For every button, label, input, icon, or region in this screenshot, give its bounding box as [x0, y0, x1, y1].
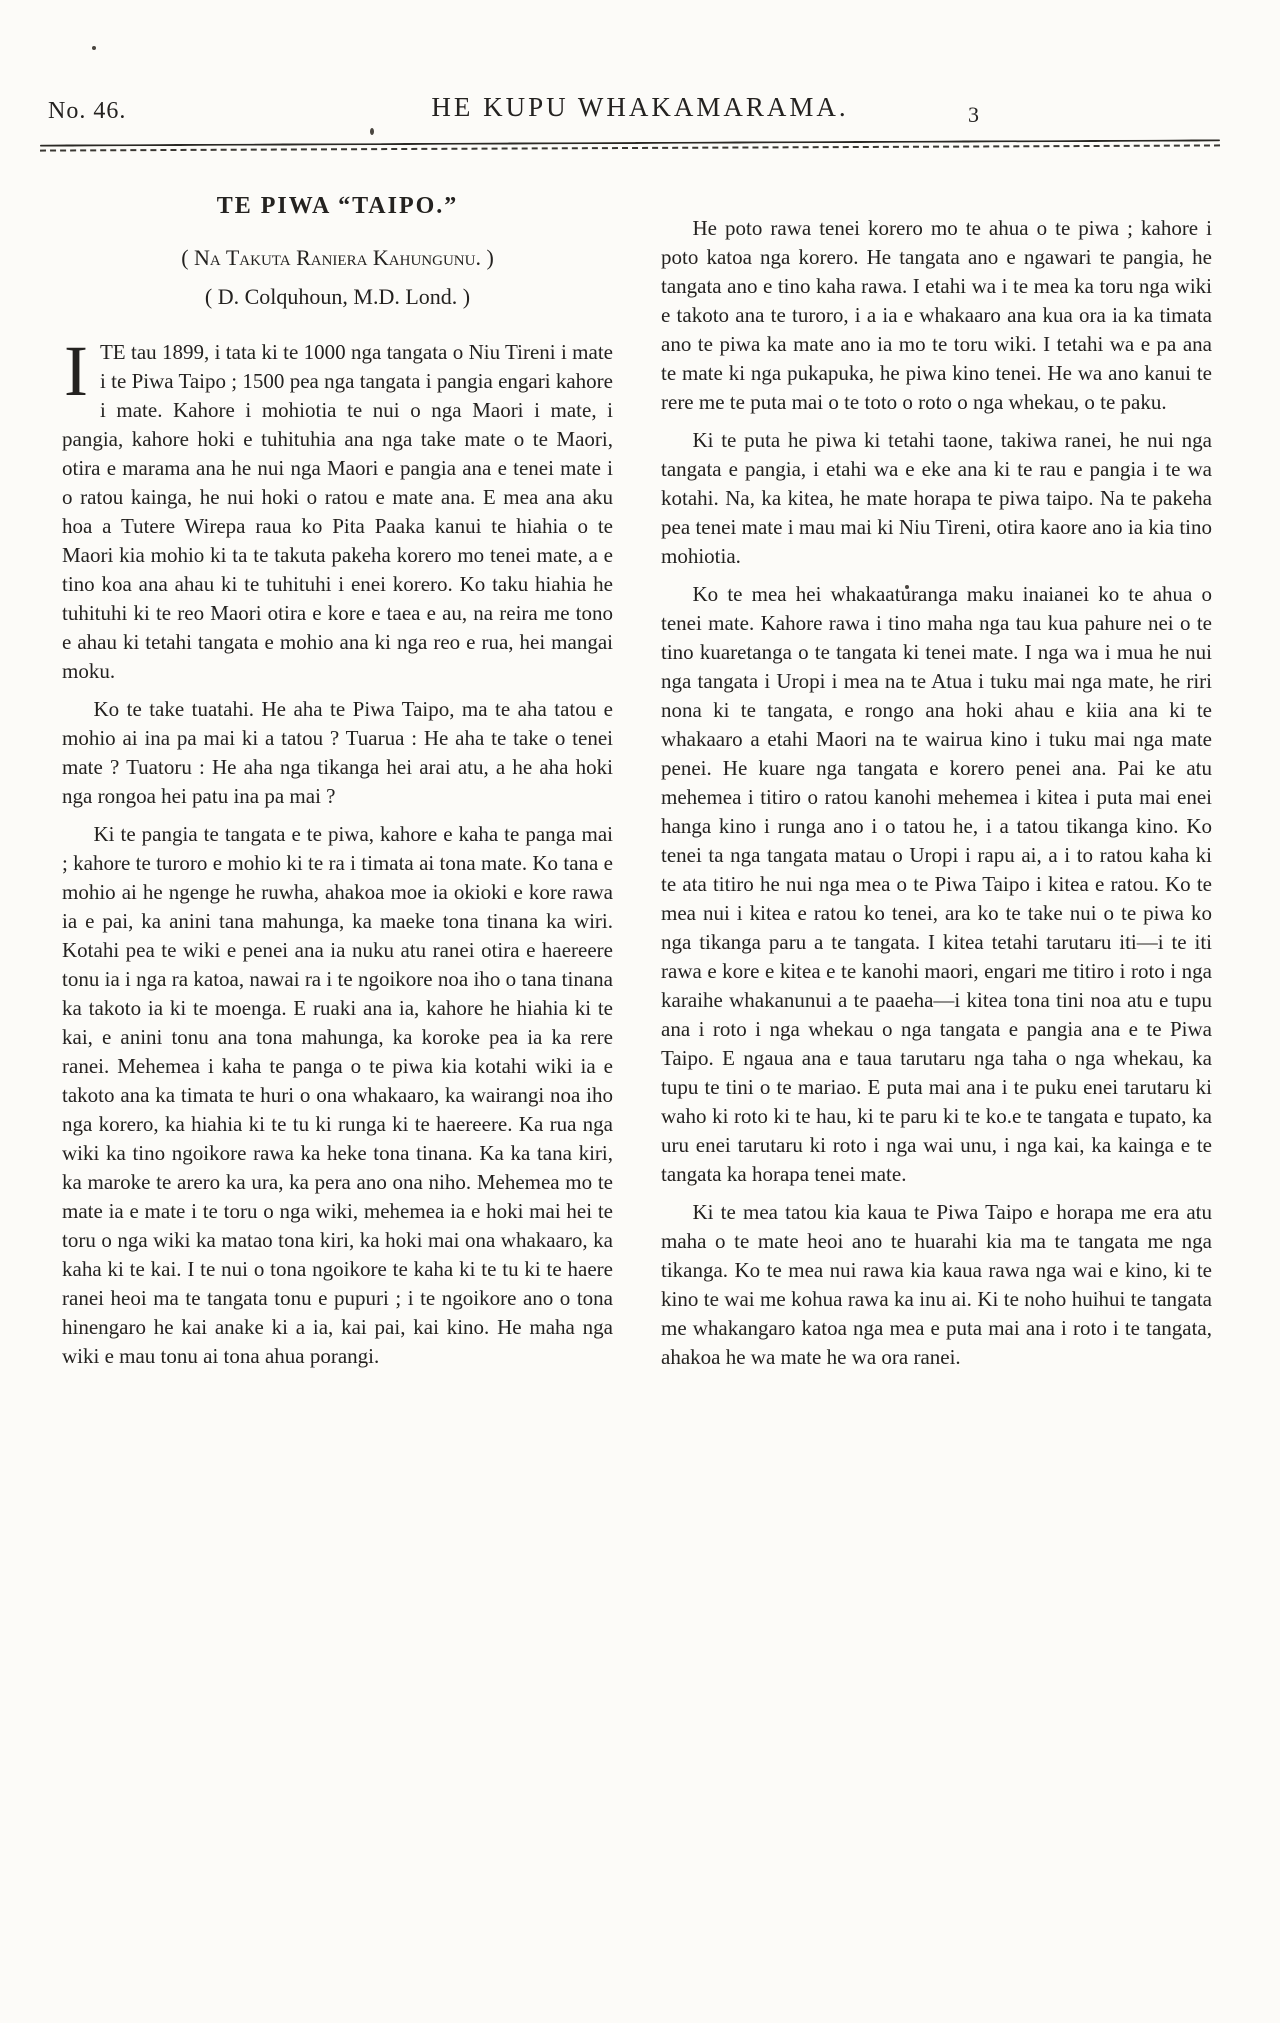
left-column [62, 178, 613, 1381]
byline-author: ( Na Takuta Raniera Kahungunu. ) [181, 245, 494, 270]
paragraph: Ki te puta he piwa ki tetahi taone, takiwa ranei, he nui nga tangata e pangia, i etahi wa e eke ana ki te rau e pangia i te wa kotahi. Na, ka kitea, he mate horapa te piwa taipo. Na te pakeha pea tenei mate i mau mai ki Niu Tireni, otira kaore ano ia kia tino mohiotia. [661, 428, 1212, 568]
paragraph: He poto rawa tenei korero mo te ahua o te piwa ; kahore i poto katoa nga korero. He tangata ano e ngawari te pangia, he tangata ano e tino kaha rawa. I etahi wa i te mea ka toru nga wiki e takoto ana te turoro, i a ia e whakaaro ana kua ora ia ka timata ano te piwa ka mate ano ia mo te toru wiki. I tetahi wa e pa ana te mate ki nga pukapuka, he piwa kino tenei. He wa ano kanui te rere me te puta mai o te toto o roto o nga whekau, o te paku. [661, 216, 1212, 414]
paragraph [62, 331, 613, 686]
scan-artifact [92, 46, 96, 50]
right-column [661, 178, 1212, 1381]
byline-credential: ( D. Colquhoun, M.D. Lond. ) [204, 284, 471, 309]
article-title: TE PIWA “TAIPO.” [216, 193, 459, 219]
page-number: 3 [968, 102, 979, 127]
drop-cap: I [64, 331, 88, 411]
paragraph-text: TE tau 1899, i tata ki te 1000 nga tangata o Niu Tireni i mate i te Piwa Taipo ; 1500 pea nga tangata i pangia engari kahore i mate. Kahore i mohiotia te nui o nga Maori i mate, i pangia, kahore hoki e tuhituhia ana nga take mate o te Maori, otira e marama ana he nui nga Maori e pangia ana e tenei mate i o ratou kainga, he nui hoki o ratou e mate ana. E mea ana aku hoa a Tutere Wirepa raua ko Pita Paaka kanui te hiahia o te Maori kia mohio ki ta te takuta pakeha korero mo tenei mate, a e tino koa ana ahau ki te tuhituhi i enei korero. Ko taku hiahia he tuhituhi ki te reo Maori otira e kore e taea e au, na reira me tono e ahau ki tetahi tangata e mohio ana ki nga reo e rua, hei mangai moku. [62, 340, 613, 683]
paragraph: Ki te mea tatou kia kaua te Piwa Taipo e horapa me era atu maha o te mate heoi ano te huarahi kia ma te tangata me nga tikanga. Ko te mea nui rawa kia kaua rawa nga wai e kino, ki te kino te wai me kohua rawa ka inu ai. Ki te noho huihui te tangata me whakangaro katoa nga mea e puta mai ana i roto i te tangata, ahakoa he wa mate he wa ora ranei. [661, 1200, 1212, 1369]
issue-number: No. 46. [48, 98, 127, 124]
header-rule [40, 139, 1220, 151]
page-header [0, 92, 1280, 138]
paragraph: Ki te pangia te tangata e te piwa, kahore e kaha te panga mai ; kahore te turoro e mohio ki te ra i timata ai tona mate. Ko tana e mohio ai he ngenge he ruwha, ahakoa moe ia okioki e kore rawa ia e pai, ka anini tana mahunga, ka maeke tona tinana ka wiri. Kotahi pea te wiki e penei ana ia nuku atu ranei otira e haereere tonu ia i nga ra katoa, nawai ra i te ngoikore noa iho o tana tinana ka takoto ia ki te moenga. E ruaki ana ia, kahore he hiahia ki te kai, e anini tonu ana tona mahunga, ka koroke pea ia ka rere ranei. Mehemea i kaha te panga o te piwa kia kotahi wiki ia e takoto ana ka timata te huri o ona whakaaro, ka wairangi noa iho nga korero, ka hiahia ki te tu ki runga ki te haereere. Ka rua nga wiki ka tino ngoikore rawa ka heke tona tinana. Ka ka tana kiri, ka maroke te arero ka ura, ka pera ano ona niho. Mehemea mo te mate ia e mate i te toru o nga wiki, mehemea ia e hoki mai hei te toru o nga wiki ka matao tona kiri, ka hoki mai ona whakaaro, ka kaha ki te kai. I te nui o tona ngoikore te kaha ki te tu ki te haere ranei heoi ma te tangata tonu e pupuri ; i te ngoikore ano o tona hinengaro he kai anake ki a ia, kai pai, kai kino. He maha nga wiki e mau tonu ai tona ahua porangi. [62, 822, 613, 1368]
article-body [62, 178, 1212, 1381]
masthead-title: HE KUPU WHAKAMARAMA. [431, 92, 849, 122]
paragraph: Ko te mea hei whakaaturanga maku inaianei ko te ahua o tenei mate. Kahore rawa i tino maha nga tau kua pahure nei o te tino kuaretanga o te tangata ki tenei mate. I nga wa i mua he nui nga tangata i Uropi i mea na te Atua i tuku mai nga mate, he riri nona ki te tangata, e rongo ana hoki ahau e kiia ana ki te whakaaro a etahi Maori na te wairua kino i tuku mai nga mate penei. He kuare nga tangata e korero penei ana. Pai ke atu mehemea i titiro o ratou kanohi mehemea i kitea i puta mai enei hanga kino i runga ano i o tatou he, i a tatou tikanga kino. Ko tenei ta nga tangata matau o Uropi i rapu ai, a i to ratou kaha ki te ata titiro he nui nga mea o te Piwa Taipo i kitea e ratou. Ko te mea nui i kitea e ratou ko tenei, ara ko te take nui o te piwa ko nga tikanga paru a te tangata. I kitea tetahi tarutaru iti—i te iti rawa e kore e kitea e te kanohi maori, engari me titiro i roto i nga karaihe whakanunui a te paaeha—i kitea tona tini noa atu e tupu ana i roto i nga whekau o nga tangata e pangia ana e te Piwa Taipo. E ngaua ana e taua tarutaru nga taha o nga whekau, ka tupu te tini o te mariao. E puta mai ana i te puku enei tarutaru ki waho ki roto ki te hau, ki te paru ki te ko.e te tangata e tupato, ka uru enei tarutaru ki roto i nga wai unu, i nga kai, ka kainga e te tangata ka horapa tenei mate. [661, 582, 1212, 1186]
paragraph: Ko te take tuatahi. He aha te Piwa Taipo, ma te aha tatou e mohio ai ina pa mai ki a tatou ? Tuarua : He aha te take o tenei mate ? Tuatoru : He aha nga tikanga hei arai atu, a he aha hoki nga rongoa hei patu ina pa mai ? [62, 697, 613, 808]
